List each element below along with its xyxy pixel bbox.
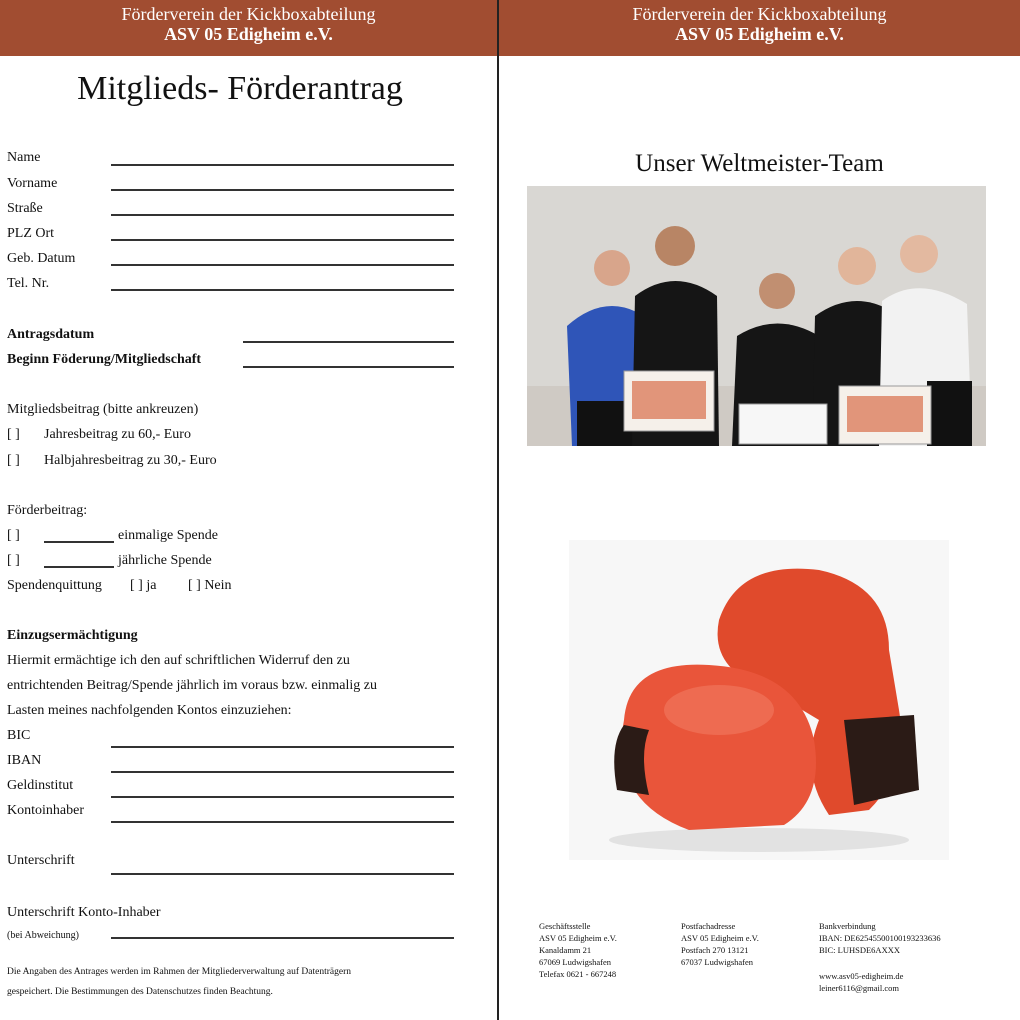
field-label-vorname: Vorname bbox=[7, 176, 58, 191]
quittung-label: Spendenquittung bbox=[7, 578, 102, 593]
bank-l2: BIC: LUHSDE6AXXX bbox=[819, 945, 900, 955]
antragsdatum-label: Antragsdatum bbox=[7, 327, 95, 342]
post-l2: Postfach 270 13121 bbox=[681, 945, 749, 955]
quittung-nein[interactable]: [ ] Nein bbox=[188, 578, 232, 593]
beitrag-option-2: Halbjahresbeitrag zu 30,- Euro bbox=[44, 453, 217, 468]
unterschrift-konto-label: Unterschrift Konto-Inhaber bbox=[7, 905, 161, 920]
iban-line[interactable] bbox=[111, 771, 454, 773]
field-label-bic: BIC bbox=[7, 728, 31, 743]
einzug-title: Einzugsermächtigung bbox=[7, 628, 138, 643]
footer-text-2: gespeichert. Die Bestimmungen des Datenschutzes finden Beachtung. bbox=[7, 987, 273, 997]
field-label-kontoinhaber: Kontoinhaber bbox=[7, 803, 84, 818]
einzug-text-3: Lasten meines nachfolgenden Kontos einzuziehen: bbox=[7, 703, 292, 718]
strasse-line[interactable] bbox=[111, 214, 454, 216]
header-line2: ASV 05 Edigheim e.V. bbox=[164, 24, 333, 44]
geschaeftsstelle-block bbox=[539, 920, 617, 980]
spende-amount-line-2[interactable] bbox=[44, 566, 114, 568]
header-line1-right: Förderverein der Kickboxabteilung bbox=[632, 4, 887, 24]
beitrag-checkbox-1[interactable]: [ ] bbox=[7, 427, 20, 442]
spende-checkbox-1[interactable]: [ ] bbox=[7, 528, 20, 543]
beitrag-option-1: Jahresbeitrag zu 60,- Euro bbox=[44, 427, 191, 442]
field-label-iban: IBAN bbox=[7, 753, 42, 768]
post-title: Postfachadresse bbox=[681, 921, 736, 931]
geschaeft-title: Geschäftsstelle bbox=[539, 921, 591, 931]
name-line[interactable] bbox=[111, 164, 454, 166]
tel-line[interactable] bbox=[111, 289, 454, 291]
right-header-band bbox=[499, 0, 1020, 56]
bank-l4[interactable]: leiner6116@gmail.com bbox=[819, 983, 899, 993]
beginn-label: Beginn Föderung/Mitgliedschaft bbox=[7, 352, 202, 367]
bank-block bbox=[819, 920, 941, 994]
team-photo bbox=[527, 186, 986, 446]
field-label-geb: Geb. Datum bbox=[7, 251, 76, 266]
header-line1: Förderverein der Kickboxabteilung bbox=[121, 4, 376, 24]
unterschrift-line[interactable] bbox=[111, 873, 454, 875]
spende-option-2: jährliche Spende bbox=[118, 553, 212, 568]
field-label-name: Name bbox=[7, 150, 41, 165]
beitrag-checkbox-2[interactable]: [ ] bbox=[7, 453, 20, 468]
plz-line[interactable] bbox=[111, 239, 454, 241]
team-photo-illustration bbox=[527, 186, 986, 446]
field-label-strasse: Straße bbox=[7, 201, 43, 216]
quittung-ja[interactable]: [ ] ja bbox=[130, 578, 157, 593]
post-l3: 67037 Ludwigshafen bbox=[681, 957, 754, 967]
kontoinhaber-line[interactable] bbox=[111, 821, 454, 823]
geschaeft-l2: Kanaldamm 21 bbox=[539, 945, 592, 955]
antragsdatum-line[interactable] bbox=[243, 341, 454, 343]
footer-text-1: Die Angaben des Antrages werden im Rahmen der Mitgliederverwaltung auf Datenträgern bbox=[7, 967, 351, 977]
bank-l1: IBAN: DE62545500100193233636 bbox=[819, 933, 941, 943]
beitrag-title: Mitgliedsbeitrag (bitte ankreuzen) bbox=[7, 402, 199, 417]
unterschrift-konto-line[interactable] bbox=[111, 937, 454, 939]
einzug-text-1: Hiermit ermächtige ich den auf schriftlichen Widerruf den zu bbox=[7, 653, 350, 668]
postfach-block bbox=[681, 920, 759, 968]
abweichung-label: (bei Abweichung) bbox=[7, 930, 79, 941]
geschaeft-l4: Telefax 0621 - 667248 bbox=[539, 969, 617, 979]
spende-amount-line-1[interactable] bbox=[44, 541, 114, 543]
vorname-line[interactable] bbox=[111, 189, 454, 191]
spende-checkbox-2[interactable]: [ ] bbox=[7, 553, 20, 568]
header-line2-right: ASV 05 Edigheim e.V. bbox=[675, 24, 844, 44]
einzug-text-2: entrichtenden Beitrag/Spende jährlich im voraus bzw. einmalig zu bbox=[7, 678, 377, 693]
geldinstitut-line[interactable] bbox=[111, 796, 454, 798]
field-label-tel: Tel. Nr. bbox=[7, 276, 50, 291]
boxing-gloves-illustration bbox=[569, 540, 949, 860]
geschaeft-l1: ASV 05 Edigheim e.V. bbox=[539, 933, 617, 943]
team-info-panel bbox=[497, 0, 1020, 1020]
bank-l3[interactable]: www.asv05-edigheim.de bbox=[819, 971, 904, 981]
spende-option-1: einmalige Spende bbox=[118, 528, 218, 543]
geb-line[interactable] bbox=[111, 264, 454, 266]
boxing-gloves-image bbox=[569, 540, 949, 860]
bic-line[interactable] bbox=[111, 746, 454, 748]
photo-title: Unser Weltmeister-Team bbox=[635, 150, 884, 177]
form-title: Mitglieds- Förderantrag bbox=[77, 70, 403, 107]
bank-title: Bankverbindung bbox=[819, 921, 876, 931]
beginn-line[interactable] bbox=[243, 366, 454, 368]
geschaeft-l3: 67069 Ludwigshafen bbox=[539, 957, 612, 967]
field-label-plz: PLZ Ort bbox=[7, 226, 55, 241]
left-header-band bbox=[0, 0, 497, 56]
unterschrift-label: Unterschrift bbox=[7, 853, 75, 868]
foerder-title: Förderbeitrag: bbox=[7, 503, 88, 518]
post-l1: ASV 05 Edigheim e.V. bbox=[681, 933, 759, 943]
field-label-geldinstitut: Geldinstitut bbox=[7, 778, 74, 793]
